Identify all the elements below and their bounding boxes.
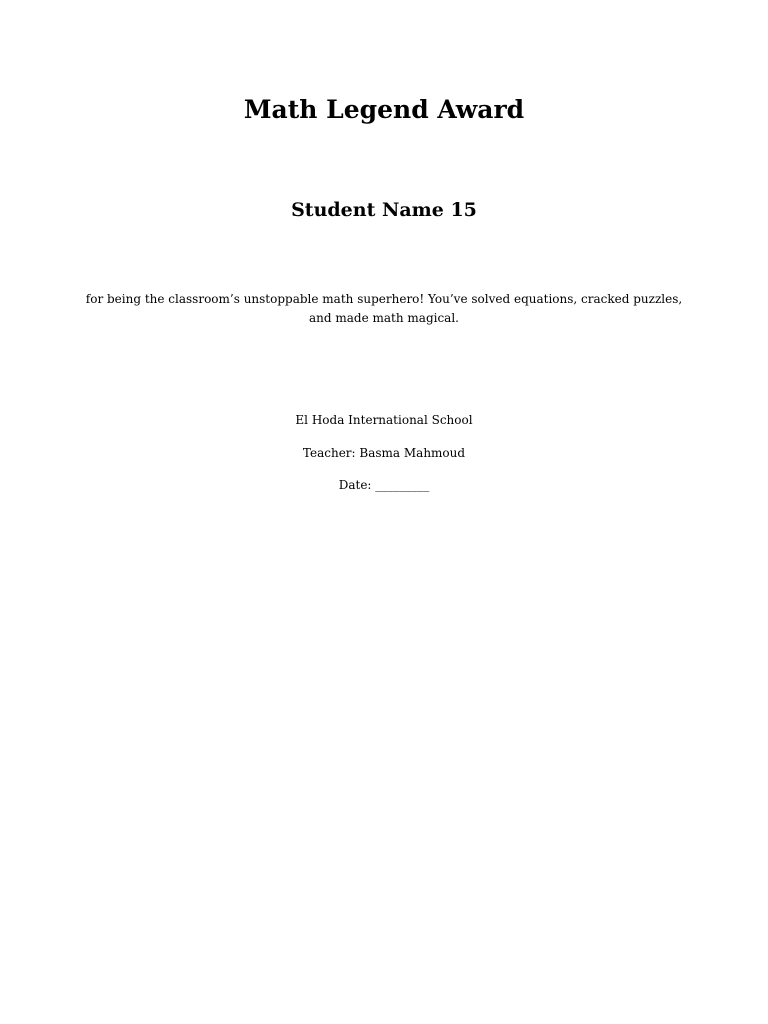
school-name: El Hoda International School <box>295 413 473 427</box>
student-name: Student Name 15 <box>291 199 477 221</box>
award-description: for being the classroom’s unstoppable math superhero! You’ve solved equations, cracked puzzles, and made math magical. <box>85 292 683 325</box>
date-line: Date: _________ <box>338 478 430 492</box>
teacher-name: Teacher: Basma Mahmoud <box>302 446 466 460</box>
award-title: Math Legend Award <box>243 95 525 124</box>
